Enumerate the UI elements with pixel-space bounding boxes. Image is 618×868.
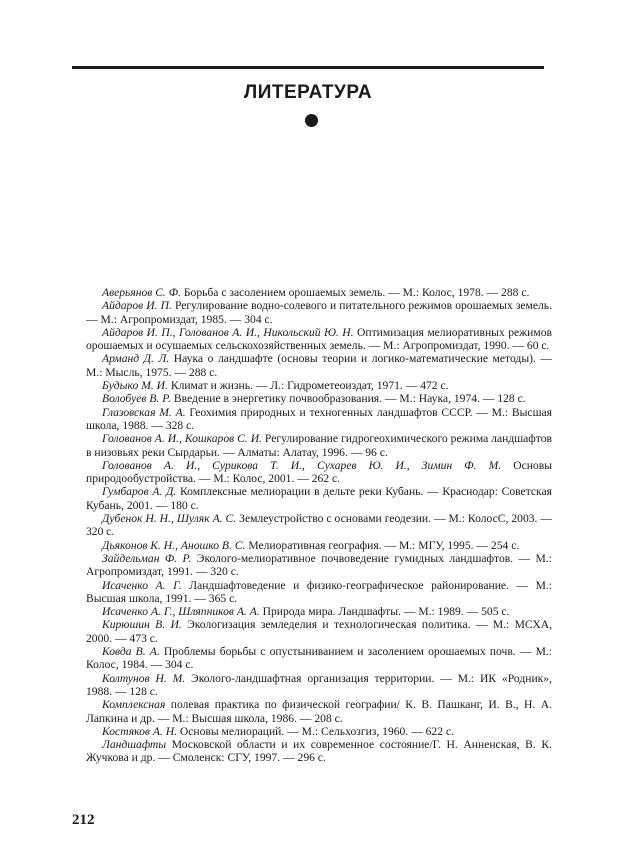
reference-author: Арманд Д. Л. xyxy=(102,352,170,366)
reference-item xyxy=(86,485,552,512)
reference-text: Оптимизация мелиоративных режимов орошаемых и осушаемых сельскохозяйственных земель. — М.: Агропромиздат, 1990. — 60 с. xyxy=(86,325,552,353)
reference-text: Введение в энергетику почвообразования. — М.: Наука, 1974. — 128 с. xyxy=(171,392,526,406)
reference-author: Кирюшин В. И. xyxy=(102,618,182,632)
reference-item xyxy=(86,432,552,459)
reference-author: Костяков А. Н. xyxy=(102,724,177,738)
reference-author: Исаченко А. Г. xyxy=(102,578,182,592)
reference-item xyxy=(86,392,552,405)
reference-text: Экологизация земледелия и технологическая политика. — М.: МСХА, 2000. — 473 с. xyxy=(86,618,552,645)
page-title: ЛИТЕРАТУРА xyxy=(243,82,373,103)
reference-text: Эколого-ландшафтная организация территории. — М.: ИК «Родник», 1988. — 128 с. xyxy=(86,671,552,698)
reference-author: Волобуев В. Р. xyxy=(102,392,172,406)
reference-item xyxy=(86,725,552,738)
reference-author: Дьяконов К. Н., Аношко В. С. xyxy=(102,538,246,552)
reference-item xyxy=(86,326,552,353)
reference-item xyxy=(86,512,552,539)
reference-text: Борьба с засолением орошаемых земель. — М.: Колос, 1978. — 288 с. xyxy=(180,286,530,299)
reference-author: Дубенок Н. Н., Шуляк А. С. xyxy=(102,512,237,526)
reference-text: Проблемы борьбы с опустыниванием и засолением орошаемых почв. — М.: Колос, 1984. — 304 с. xyxy=(86,645,552,672)
reference-author: Голованов А. И., Кошкаров С. И. xyxy=(102,432,262,446)
reference-text: Эколого-мелиоративное почвоведение гумидных ландшафтов. — М.: Агропромиздат, 1991. — 320 с. xyxy=(86,551,552,579)
reference-text: Комплексные мелиорации в дельте реки Кубань. — Краснодар: Советская Кубань, 2001. — 180 с. xyxy=(86,485,552,512)
reference-text: полевая практика по физической географии/ К. В. Пашканг, И. В., Н. А. Лапкина и др. — М.: Высшая школа, 1986. — 208 с. xyxy=(86,698,552,725)
reference-author: Комплексная xyxy=(102,698,166,712)
reference-item xyxy=(86,738,552,765)
reference-author: Ландшафты xyxy=(102,738,167,752)
bullet-ornament xyxy=(305,114,318,127)
reference-author: Будыко М. И. xyxy=(102,379,168,393)
reference-item xyxy=(86,299,552,326)
reference-item xyxy=(86,672,552,699)
reference-author: Айдаров И. П., Голованов А. И., Никольский Ю. Н. xyxy=(102,325,354,339)
reference-list xyxy=(86,286,552,765)
reference-text: Регулирование водно-солевого и питательного режимов орошаемых земель. — М.: Агропромиздат, 1985. — 304 с. xyxy=(86,299,552,326)
reference-author: Ковда В. А. xyxy=(102,645,160,659)
reference-item xyxy=(86,286,552,299)
reference-item xyxy=(86,406,552,433)
reference-item xyxy=(86,618,552,645)
reference-item xyxy=(86,459,552,486)
reference-text: Мелиоративная география. — М.: МГУ, 1995. — 254 с. xyxy=(245,538,520,552)
page-number: 212 xyxy=(72,812,95,828)
reference-item xyxy=(86,552,552,579)
reference-text: Основы мелиораций. — М.: Сельхозгиз, 1960. — 622 с. xyxy=(176,724,454,738)
reference-item xyxy=(86,379,552,392)
reference-author: Глазовская М. А. xyxy=(102,405,186,419)
reference-author: Гумбаров А. Д. xyxy=(102,485,177,499)
reference-item xyxy=(86,352,552,379)
reference-text: Основы природообустройства. — М.: Колос, 2001. — 262 с. xyxy=(86,458,552,486)
reference-text: Регулирование гидрогеохимического режима ландшафтов в низовьях реки Сырдарьи. — Алматы: Алатау, 1996. — 96 с. xyxy=(86,432,552,459)
header-rule xyxy=(72,66,544,69)
reference-text: Климат и жизнь. — Л.: Гидрометеоиздат, 1971. — 472 с. xyxy=(167,379,449,393)
reference-text: Ландшафтоведение и физико-географическое районирование. — М.: Высшая школа, 1991. — 365 с. xyxy=(86,578,552,605)
reference-text: Московской области и их современное состояние/Г. Н. Анненская, В. К. Жучкова и др. — Смоленск: СГУ, 1997. — 296 с. xyxy=(86,738,552,765)
reference-item xyxy=(86,539,552,552)
reference-text: Геохимия природных и техногенных ландшафтов СССР. — М.: Высшая школа, 1988. — 328 с. xyxy=(86,405,552,432)
reference-item xyxy=(86,645,552,672)
reference-author: Аверьянов С. Ф. xyxy=(102,286,181,299)
reference-author: Голованов А. И., Сурикова Т. И., Сухарев Ю. И., Зимин Ф. М. xyxy=(102,458,502,472)
reference-item xyxy=(86,579,552,606)
reference-text: Наука о ландшафте (основы теории и логико-математические методы). — М.: Мысль, 1975. — 288 с. xyxy=(86,352,552,379)
reference-author: Зайдельман Ф. Р. xyxy=(102,551,192,565)
reference-author: Айдаров И. П. xyxy=(102,299,172,313)
reference-item xyxy=(86,605,552,618)
reference-text: Землеустройство с основами геодезии. — М.: КолосС, 2003. — 320 с. xyxy=(86,512,552,539)
reference-author: Колтунов Н. М. xyxy=(102,671,186,685)
reference-author: Исаченко А. Г., Шляпников А. А. xyxy=(102,605,260,619)
reference-item xyxy=(86,698,552,725)
reference-text: Природа мира. Ландшафты. — М.: 1989. — 505 с. xyxy=(259,605,510,619)
